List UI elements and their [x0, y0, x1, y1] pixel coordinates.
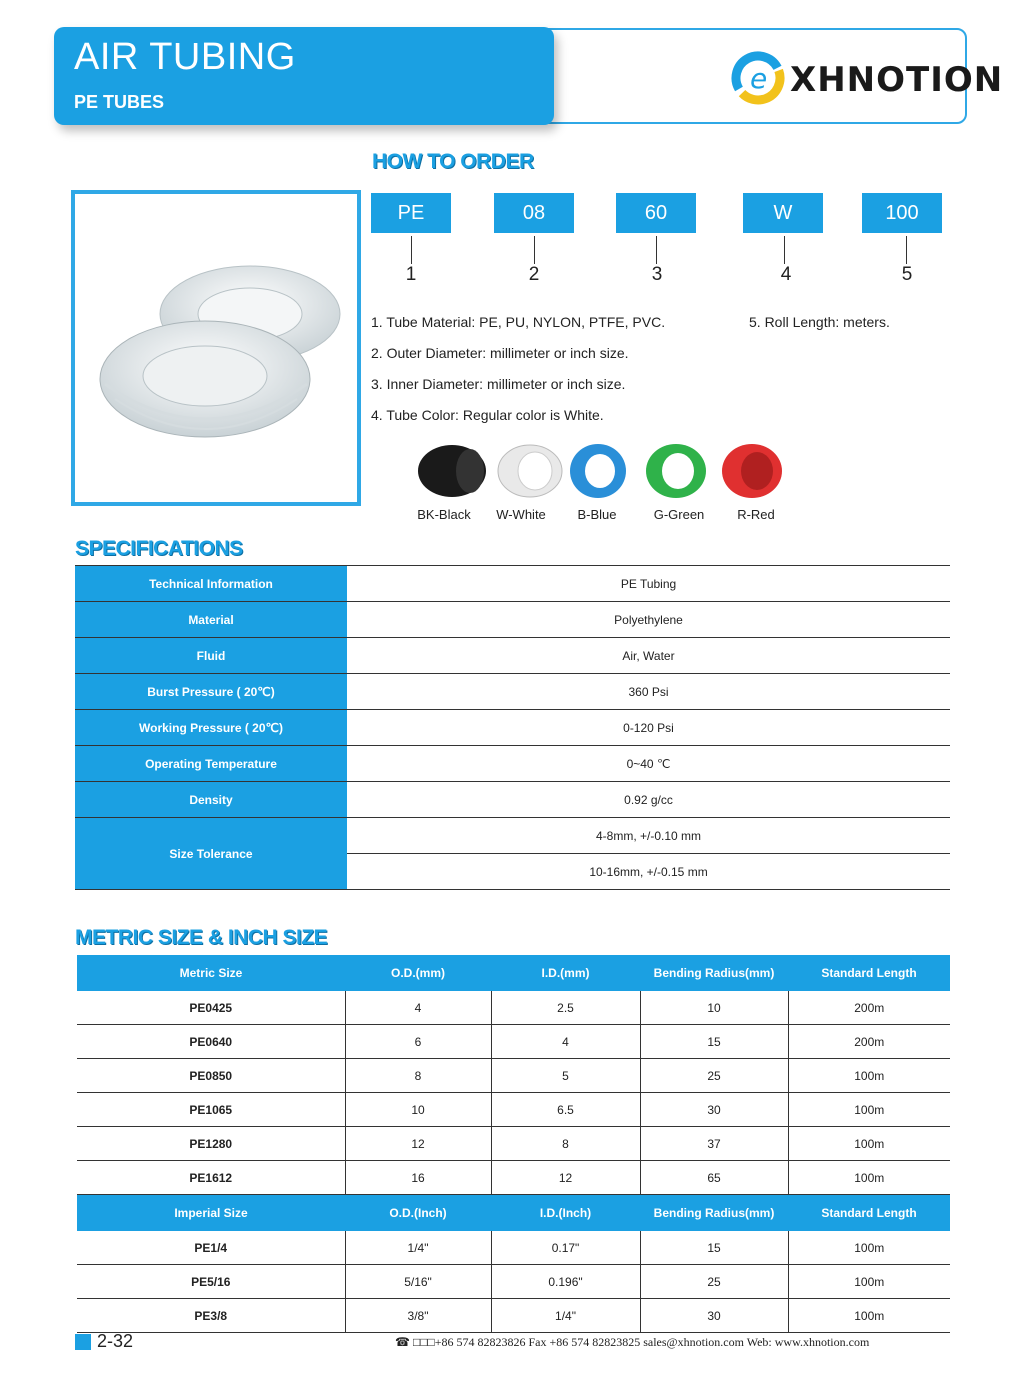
spec-label: Fluid: [75, 638, 347, 674]
table-cell: 100m: [788, 1231, 950, 1265]
order-number: 4: [780, 264, 792, 285]
color-swatches: [410, 440, 790, 502]
table-row: [77, 1231, 950, 1265]
product-image: [71, 190, 361, 506]
column-header: Standard Length: [788, 1195, 950, 1232]
order-number: 3: [651, 264, 663, 285]
table-row: [77, 1093, 950, 1127]
spec-value: PE Tubing: [347, 566, 950, 602]
spec-label: Operating Temperature: [75, 746, 347, 782]
order-connector: [784, 236, 785, 264]
swatch-red: [722, 444, 782, 498]
order-description: 3. Inner Diameter: millimeter or inch size.: [371, 376, 626, 392]
table-cell: 5/16": [345, 1265, 491, 1299]
table-cell: PE1280: [77, 1127, 345, 1161]
order-description: 1. Tube Material: PE, PU, NYLON, PTFE, PVC.: [371, 314, 666, 330]
column-header: O.D.(Inch): [345, 1195, 491, 1232]
swatch-black: [418, 445, 486, 497]
swatch-label: G-Green: [653, 507, 705, 522]
table-row: [75, 566, 950, 602]
table-row: [75, 782, 950, 818]
sizes-table: [77, 955, 950, 1333]
specifications-table: [75, 565, 950, 890]
table-row: [77, 991, 950, 1025]
table-cell: 200m: [788, 991, 950, 1025]
spec-label: Working Pressure ( 20℃): [75, 710, 347, 746]
table-cell: 3/8": [345, 1299, 491, 1333]
table-cell: PE5/16: [77, 1265, 345, 1299]
column-header: Standard Length: [788, 955, 950, 991]
table-row: [77, 1161, 950, 1195]
column-header: I.D.(Inch): [491, 1195, 640, 1232]
table-header-row: [77, 1195, 950, 1232]
order-connector: [411, 236, 412, 264]
table-cell: 100m: [788, 1127, 950, 1161]
spec-value: Polyethylene: [347, 602, 950, 638]
column-header: O.D.(mm): [345, 955, 491, 991]
table-cell: PE1/4: [77, 1231, 345, 1265]
table-cell: 200m: [788, 1025, 950, 1059]
table-cell: 8: [491, 1127, 640, 1161]
table-header-row: [77, 955, 950, 991]
swatch-white: [498, 445, 562, 497]
swatch-label: R-Red: [737, 507, 775, 522]
swatch-label: B-Blue: [577, 507, 617, 522]
table-row: [75, 602, 950, 638]
table-cell: 100m: [788, 1299, 950, 1333]
swatch-label: BK-Black: [417, 507, 471, 522]
table-cell: 10: [640, 991, 788, 1025]
contact-info: ☎ □□□+86 574 82823826 Fax +86 574 82823825 sales@xhnotion.com Web: www.xhnotion.com: [395, 1335, 870, 1349]
table-row: [75, 818, 950, 854]
order-description: 5. Roll Length: meters.: [749, 314, 890, 330]
column-header: Bending Radius(mm): [640, 955, 788, 991]
page-title: AIR TUBING: [74, 36, 296, 78]
order-code-id: 60: [616, 193, 696, 233]
table-cell: 15: [640, 1231, 788, 1265]
table-row: [77, 1025, 950, 1059]
table-cell: 8: [345, 1059, 491, 1093]
table-cell: 0.17": [491, 1231, 640, 1265]
table-cell: 1/4": [345, 1231, 491, 1265]
spec-label: Material: [75, 602, 347, 638]
order-connector: [534, 236, 535, 264]
table-cell: PE1612: [77, 1161, 345, 1195]
table-cell: PE3/8: [77, 1299, 345, 1333]
table-cell: 25: [640, 1265, 788, 1299]
swatch-label: W-White: [496, 507, 546, 522]
table-cell: PE0425: [77, 991, 345, 1025]
order-number: 5: [901, 264, 913, 285]
spec-label: Technical Information: [75, 566, 347, 602]
order-number: 2: [528, 264, 540, 285]
order-code-material: PE: [371, 193, 451, 233]
table-cell: 100m: [788, 1059, 950, 1093]
swatch-green: [646, 444, 706, 498]
table-cell: 12: [491, 1161, 640, 1195]
table-cell: 4: [345, 991, 491, 1025]
page-number-marker: [75, 1334, 91, 1350]
tube-coil-image: [75, 194, 357, 502]
column-header: Metric Size: [77, 955, 345, 991]
order-connector: [656, 236, 657, 264]
table-cell: 10: [345, 1093, 491, 1127]
table-row: [77, 1059, 950, 1093]
table-cell: 100m: [788, 1161, 950, 1195]
table-cell: 30: [640, 1093, 788, 1127]
table-row: [75, 638, 950, 674]
table-cell: 5: [491, 1059, 640, 1093]
page-subtitle: PE TUBES: [74, 92, 165, 112]
spec-value: 0-120 Psi: [347, 710, 950, 746]
spec-value: 4-8mm, +/-0.10 mm: [347, 818, 950, 854]
table-cell: 100m: [788, 1093, 950, 1127]
table-cell: PE0850: [77, 1059, 345, 1093]
table-row: [75, 674, 950, 710]
sizes-title: METRIC SIZE & INCH SIZE: [75, 926, 328, 949]
table-row: [75, 746, 950, 782]
column-header: Imperial Size: [77, 1195, 345, 1232]
table-cell: 100m: [788, 1265, 950, 1299]
page-number: 2-32: [97, 1331, 134, 1351]
order-code-color: W: [743, 193, 823, 233]
spec-value: 360 Psi: [347, 674, 950, 710]
order-code-length: 100: [862, 193, 942, 233]
column-header: Bending Radius(mm): [640, 1195, 788, 1232]
brand-name: XHNOTION: [790, 60, 1004, 100]
table-cell: 6: [345, 1025, 491, 1059]
brand-logo-icon: [730, 50, 788, 106]
order-description: 2. Outer Diameter: millimeter or inch size.: [371, 345, 629, 361]
table-cell: 37: [640, 1127, 788, 1161]
spec-value: 0.92 g/cc: [347, 782, 950, 818]
table-cell: 4: [491, 1025, 640, 1059]
svg-text:e: e: [750, 62, 768, 95]
table-cell: 15: [640, 1025, 788, 1059]
table-cell: 65: [640, 1161, 788, 1195]
swatch-blue: [570, 444, 626, 498]
order-number: 1: [405, 264, 417, 285]
table-cell: 1/4": [491, 1299, 640, 1333]
table-row: [75, 710, 950, 746]
table-cell: 0.196": [491, 1265, 640, 1299]
spec-label: Size Tolerance: [75, 818, 347, 890]
table-row: [77, 1265, 950, 1299]
table-cell: 6.5: [491, 1093, 640, 1127]
spec-value: Air, Water: [347, 638, 950, 674]
table-cell: 12: [345, 1127, 491, 1161]
table-cell: 2.5: [491, 991, 640, 1025]
table-row: [77, 1299, 950, 1333]
order-code-od: 08: [494, 193, 574, 233]
table-cell: PE0640: [77, 1025, 345, 1059]
table-cell: PE1065: [77, 1093, 345, 1127]
table-row: [77, 1127, 950, 1161]
spec-value: 10-16mm, +/-0.15 mm: [347, 854, 950, 890]
spec-value: 0~40 ℃: [347, 746, 950, 782]
table-cell: 25: [640, 1059, 788, 1093]
specifications-title: SPECIFICATIONS: [75, 537, 243, 560]
order-connector: [906, 236, 907, 264]
order-description: 4. Tube Color: Regular color is White.: [371, 407, 604, 423]
spec-label: Burst Pressure ( 20℃): [75, 674, 347, 710]
table-cell: 16: [345, 1161, 491, 1195]
table-cell: 30: [640, 1299, 788, 1333]
column-header: I.D.(mm): [491, 955, 640, 991]
spec-label: Density: [75, 782, 347, 818]
how-to-order-title: HOW TO ORDER: [372, 150, 534, 173]
